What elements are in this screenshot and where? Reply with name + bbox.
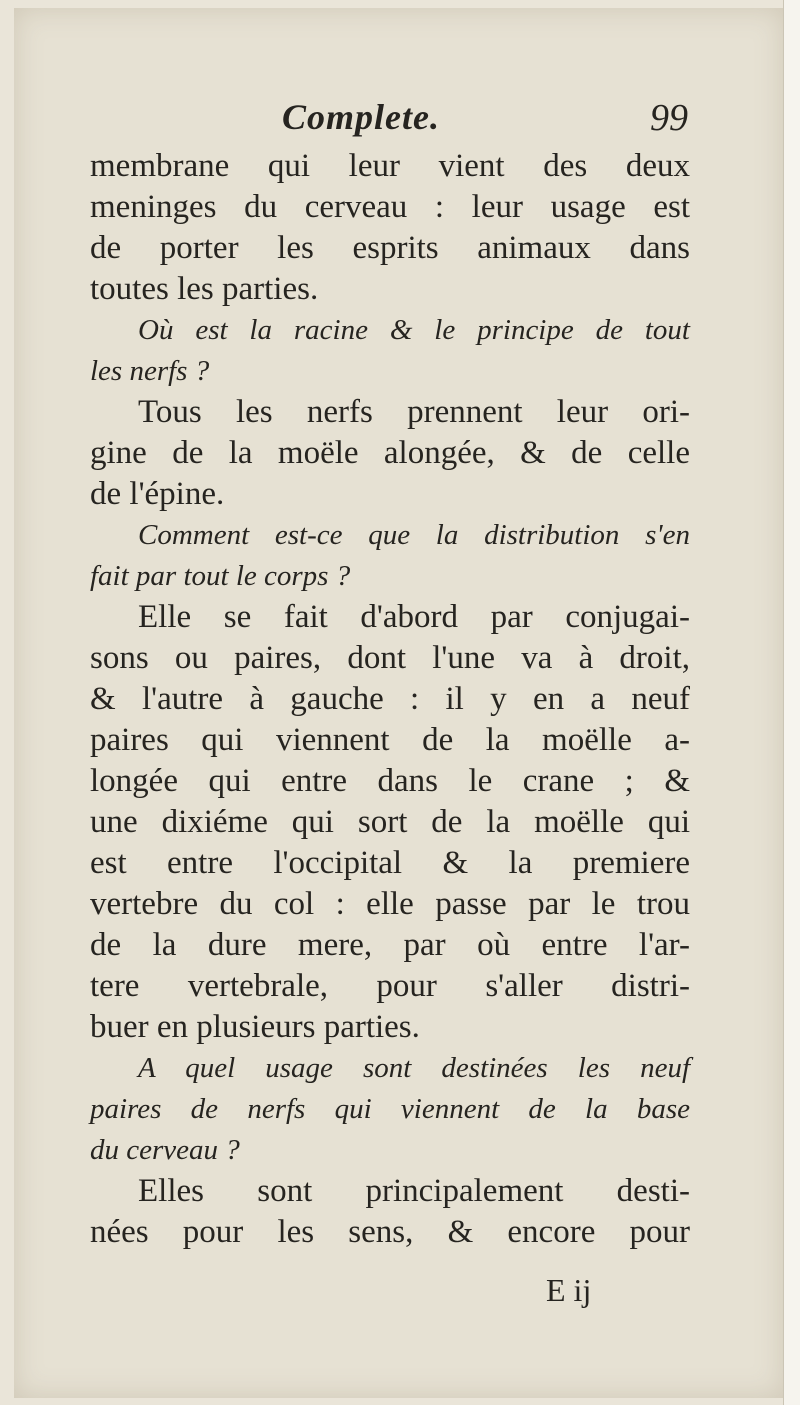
- question-line: Comment est-ce que la distribution s'en: [138, 519, 690, 551]
- question-line: fait par tout le corps ?: [90, 560, 351, 592]
- page-edge: [783, 0, 800, 1405]
- text-line: & l'autre à gauche : il y en a neuf: [90, 681, 690, 717]
- text-line: membrane qui leur vient des deux: [90, 148, 690, 184]
- question-line: paires de nerfs qui viennent de la base: [90, 1093, 690, 1125]
- text-line: meninges du cerveau : leur usage est: [90, 189, 690, 225]
- text-block: [90, 90, 690, 1253]
- text-line: une dixiéme qui sort de la moëlle qui: [90, 804, 690, 840]
- text-line: gine de la moële alongée, & de celle: [90, 435, 690, 471]
- text-line: toutes les parties.: [90, 271, 319, 307]
- text-line: longée qui entre dans le crane ; &: [90, 763, 690, 799]
- text-line: tere vertebrale, pour s'aller distri-: [90, 968, 690, 1004]
- text-line: est entre l'occipital & la premiere: [90, 845, 690, 881]
- text-line: Elle se fait d'abord par conjugai-: [138, 599, 690, 635]
- text-line: de porter les esprits animaux dans: [90, 230, 690, 266]
- text-line: buer en plusieurs parties.: [90, 1009, 420, 1045]
- question-line: Où est la racine & le principe de tout: [138, 314, 690, 346]
- text-line: nées pour les sens, & encore pour: [90, 1214, 690, 1250]
- text-line: Tous les nerfs prennent leur ori-: [138, 394, 690, 430]
- text-line: sons ou paires, dont l'une va à droit,: [90, 640, 690, 676]
- text-line: paires qui viennent de la moëlle a-: [90, 722, 690, 758]
- running-title: Complete.: [282, 97, 440, 137]
- text-line: Elles sont principalement desti-: [138, 1173, 690, 1209]
- text-line: de la dure mere, par où entre l'ar-: [90, 927, 690, 963]
- page-number: 99: [650, 97, 688, 139]
- question-line: du cerveau ?: [90, 1134, 240, 1166]
- catchword: E ij: [546, 1272, 592, 1308]
- question-line: A quel usage sont destinées les neuf: [138, 1052, 690, 1084]
- question-line: les nerfs ?: [90, 355, 210, 387]
- page-header: [90, 90, 690, 146]
- text-line: de l'épine.: [90, 476, 225, 512]
- text-line: vertebre du col : elle passe par le trou: [90, 886, 690, 922]
